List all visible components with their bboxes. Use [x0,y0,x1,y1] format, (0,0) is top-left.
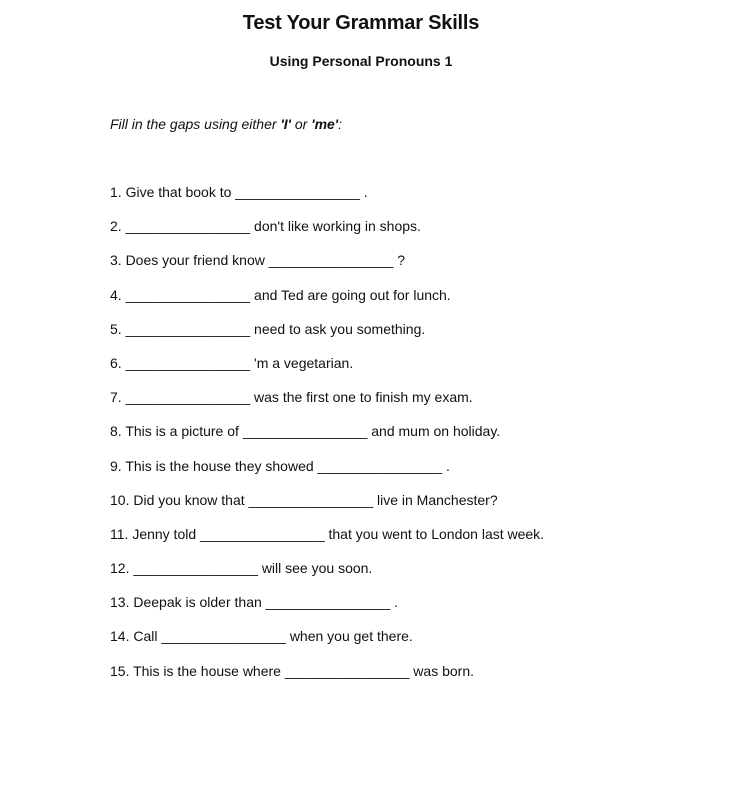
question-item: 10. Did you know that ________________ live in Manchester? [110,491,498,508]
question-item: 1. Give that book to ________________ . [110,184,368,200]
instruction-option-me: 'me' [311,116,339,132]
question-item: 11. Jenny told ________________ that you went to London last week. [110,525,545,542]
question-item: 14. Call ________________ when you get there. [110,628,413,645]
instruction-suffix: : [338,116,343,132]
instruction-prefix: Fill in the gaps using either [110,116,281,132]
question-item: 13. Deepak is older than ________________ . [110,594,399,611]
question-list [110,183,544,696]
question-item: 6. ________________ 'm a vegetarian. [110,354,354,371]
question-item: 5. ________________ need to ask you something. [110,320,426,337]
page-subtitle: Using Personal Pronouns 1 [269,53,453,69]
instruction-text [110,116,342,132]
question-item: 8. This is a picture of ________________ and mum on holiday. [110,423,501,440]
question-item: 7. ________________ was the first one to finish my exam. [110,389,473,406]
question-item: 12. ________________ will see you soon. [110,560,373,577]
instruction-option-i: 'I' [280,116,291,132]
question-item: 9. This is the house they showed ________________ . [110,457,450,474]
page-title: Test Your Grammar Skills [242,12,480,34]
instruction-middle: or [291,116,312,132]
question-item: 15. This is the house where ________________ was born. [110,662,475,679]
question-item: 3. Does your friend know ________________ ? [110,252,405,269]
question-item: 2. ________________ don't like working in shops. [110,218,421,235]
question-item: 4. ________________ and Ted are going out for lunch. [110,286,451,303]
